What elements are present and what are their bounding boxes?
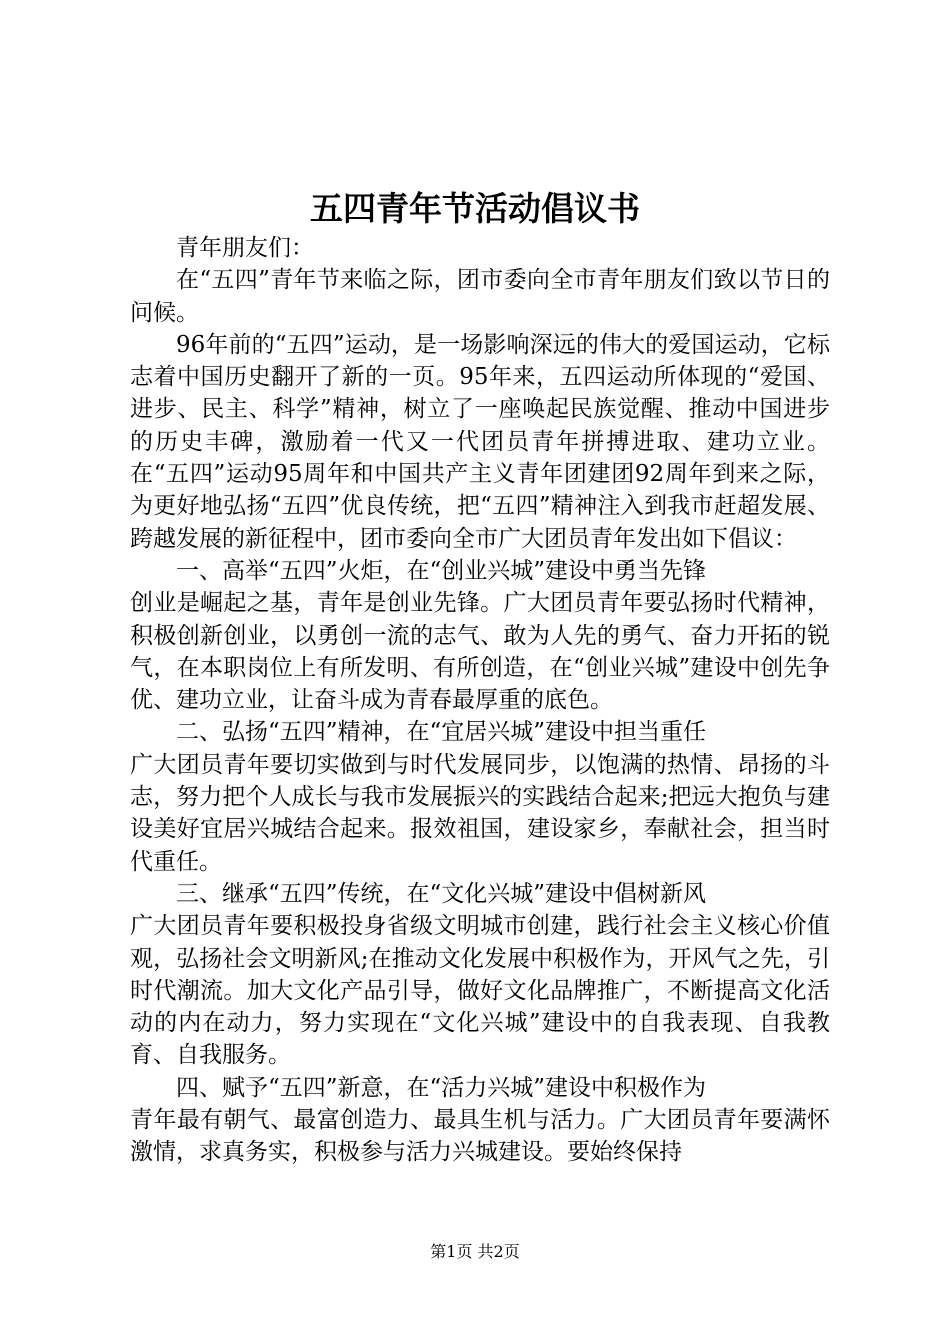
page-footer: 第1页 共2页 <box>430 1242 520 1261</box>
paragraph-intro: 96年前的“五四”运动，是一场影响深远的伟大的爱国运动，它标志着中国历史翻开了新的一页。95年来，五四运动所体现的“爱国、进步、民主、科学”精神，树立了一座唤起民族觉醒、推动中国进步的历史丰碑，激励着一代又一代团员青年拼搏进取、建功立业。在“五四”运动95周年和中国共产主义青年团建团92周年到来之际，为更好地弘扬“五四”优良传统，把“五四”精神注入到我市赶超发展、跨越发展的新征程中，团市委向全市广大团员青年发出如下倡议： <box>130 331 830 552</box>
paragraph-section-4: 青年最有朝气、最富创造力、最具生机与活力。广大团员青年要满怀激情，求真务实，积极参与活力兴城建设。要始终保持 <box>130 1107 830 1166</box>
paragraph-section-1: 创业是崛起之基，青年是创业先锋。广大团员青年要弘扬时代精神，积极创新创业，以勇创一流的志气、敢为人先的勇气、奋力开拓的锐气，在本职岗位上有所发明、有所创造，在“创业兴城”建设中创先争优、建功立业，让奋斗成为青春最厚重的底色。 <box>130 590 830 714</box>
section-heading-2: 二、弘扬“五四”精神，在“宜居兴城”建设中担当重任 <box>176 719 707 746</box>
paragraph-greeting: 在“五四”青年节来临之际，团市委向全市青年朋友们致以节日的问候。 <box>130 267 830 326</box>
salutation: 青年朋友们： <box>176 235 314 261</box>
section-heading-3: 三、继承“五四”传统，在“文化兴城”建设中倡树新风 <box>176 880 707 907</box>
document-body <box>130 232 830 1169</box>
section-heading-1: 一、高举“五四”火炬，在“创业兴城”建设中勇当先锋 <box>176 557 707 584</box>
document-title: 五四青年节活动倡议书 <box>310 189 640 228</box>
paragraph-section-3: 广大团员青年要积极投身省级文明城市创建，践行社会主义核心价值观，弘扬社会文明新风;在推动文化发展中积极作为，开风气之先，引时代潮流。加大文化产品引导，做好文化品牌推广，不断提高文化活动的内在动力，努力实现在“文化兴城”建设中的自我表现、自我教育、自我服务。 <box>130 913 830 1069</box>
paragraph-section-2: 广大团员青年要切实做到与时代发展同步，以饱满的热情、昂扬的斗志，努力把个人成长与我市发展振兴的实践结合起来;把远大抱负与建设美好宜居兴城结合起来。报效祖国，建设家乡，奉献社会，担当时代重任。 <box>130 751 830 875</box>
section-heading-4: 四、赋予“五四”新意，在“活力兴城”建设中积极作为 <box>176 1074 707 1101</box>
